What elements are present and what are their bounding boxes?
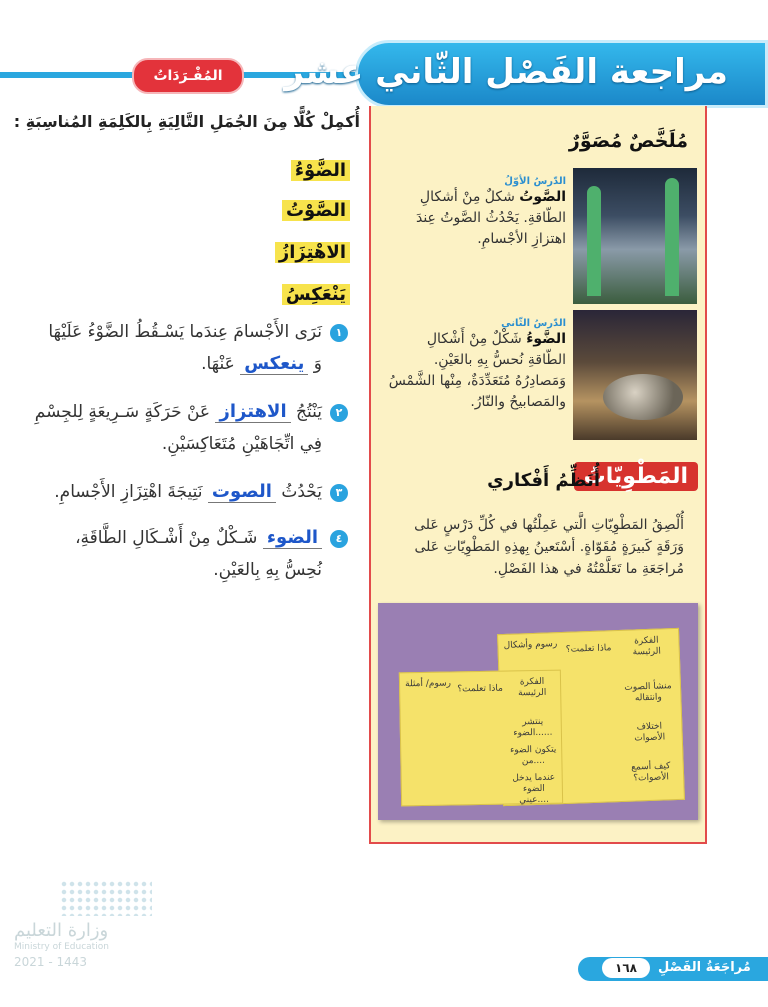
vocab-word-sound: الصَّوْتُ xyxy=(282,200,350,221)
foldable-header: ماذا تعلمت؟ xyxy=(565,643,612,655)
foldable-row: ينتشر الضوء...... xyxy=(513,716,553,739)
question-number: ٤ xyxy=(330,530,348,548)
illustrated-summary-title: مُلَخَّصٌ مُصَوَّرٌ xyxy=(568,130,688,152)
question-text: فِي اتِّجَاهَيْنِ مُتَعَاكِسَيْنِ. xyxy=(161,434,322,454)
foldable-header: الفكرة الرئيسة xyxy=(632,635,662,658)
question-text: يَنْتُجُ xyxy=(296,402,322,422)
question-1 xyxy=(22,316,322,380)
lesson-label: الدّرسُ الأوّلُ xyxy=(504,176,566,187)
vocab-word-reflects: يَنْعَكِسُ xyxy=(282,284,350,305)
foldable-row: اختلاف الأصوات xyxy=(634,721,666,744)
question-4 xyxy=(22,522,322,586)
question-text: عَنْهَا. xyxy=(201,354,235,374)
question-number: ٢ xyxy=(330,404,348,422)
ministry-year: 2021 - 1443 xyxy=(14,955,88,969)
question-text: نَتِيجَةَ اهْتِزَازِ الأَجْسامِ. xyxy=(54,482,203,502)
vocab-word-light: الضَّوْءُ xyxy=(291,160,350,181)
lesson-1-summary xyxy=(386,176,566,250)
question-number: ٣ xyxy=(330,484,348,502)
lesson-keyword: الضَّوءُ xyxy=(526,331,566,347)
lesson-label: الدّرسُ الثّاني xyxy=(501,318,566,329)
vocab-word-vibration: الاهْتِزَازُ xyxy=(275,242,350,263)
page-number: ١٦٨ xyxy=(602,958,650,978)
foldables-photo xyxy=(378,603,698,820)
answer-handwritten: الضوء xyxy=(263,527,322,549)
foldable-row: منشأ الصوت وانتقاله xyxy=(624,681,672,704)
question-text: يَحْدُثُ xyxy=(281,482,322,502)
question-text: نُحِسُّ بِهِ بِالعَيْنِ. xyxy=(213,560,322,580)
lesson-text xyxy=(386,329,566,413)
answer-handwritten: ينعكس xyxy=(240,353,308,375)
organize-ideas-title: أُنَظِّمُ أَفْكاري xyxy=(487,470,600,491)
foldable-header: رسوم/ أمثلة xyxy=(405,678,452,690)
question-text: وَ xyxy=(313,354,322,374)
ministry-name-ar: وزارة التعليم xyxy=(14,920,109,941)
foldables-instructions: أُلْصِقُ المَطْوِيّاتِ الَّتي عَمِلْتُها في كُلِّ دَرْسٍ عَلى وَرَقَةٍ كَبيرَةٍ مُقَوّاةٍ. أسْتَعينُ بِهذِهِ المَطْوِيّاتِ عَلى مُراجَعَةِ ما تَعَلَّمْتُهُ في هذا الفَصْلِ. xyxy=(414,517,684,577)
question-2 xyxy=(22,396,322,460)
foldables-badge: المَطْوِيّاتُ xyxy=(574,462,698,491)
lesson-keyword: الصَّوتُ xyxy=(519,189,566,205)
lesson-text xyxy=(386,187,566,250)
foldable-row: يتكون الضوء من.... xyxy=(510,744,557,767)
mirror-sculpture xyxy=(603,374,683,420)
foldable-front xyxy=(399,670,563,807)
foldable-row: كيف أسمع الأصوات؟ xyxy=(631,761,671,784)
lesson-body: شَكْلٌ مِنْ أَشْكالِ الطّاقةِ نُحسُّ بِهِ بالعَيْنِ. وَمَصادِرُهُ مُتَعَدِّدَةٌ، مِنْها الشَّمْسُ والمَصابيحُ والنّارُ. xyxy=(388,331,566,410)
lesson-body: شكلٌ مِنْ أشكالِ الطّاقةِ. يَحْدُثُ الصَّوتُ عِندَ اهتزازِ الأجْسامِ. xyxy=(415,189,566,247)
minaret-right xyxy=(665,178,679,296)
footer-label: مُراجَعَةُ الفَصْلِ xyxy=(658,960,751,975)
ministry-name-en: Ministry of Education xyxy=(14,942,109,952)
city-lights-photo xyxy=(573,310,697,440)
minaret-left xyxy=(587,186,601,296)
question-number: ١ xyxy=(330,324,348,342)
chapter-title: مراجعة الفَصْل الثّاني عشر xyxy=(284,52,728,92)
question-text: عَنْ حَرَكَةٍ سَـرِيعَةٍ لِلجِسْمِ xyxy=(34,402,211,422)
answer-handwritten: الصوت xyxy=(208,481,276,503)
answer-handwritten: الاهتزاز xyxy=(215,401,290,423)
question-text: شَـكْلٌ مِنْ أَشْـكَالِ الطَّاقَةِ، xyxy=(75,528,258,548)
vocabulary-instruction: أُكمِلْ كُلًّا مِنَ الجُمَلِ التَّالِيَةِ بِالكَلِمَةِ المُناسِبَةِ : xyxy=(13,112,360,131)
foldable-row: عندما يدخل الضوء عيني.... xyxy=(512,772,556,806)
mosque-photo xyxy=(573,168,697,304)
foldable-header: رسوم وأشكال xyxy=(503,639,558,652)
foldable-header: الفكرة الرئيسة xyxy=(517,676,547,699)
question-text: نَرَى الأَجْسامَ عِندَما يَسْـقُطُ الضَّوْءُ عَلَيْهَا xyxy=(48,322,322,342)
ministry-logo xyxy=(60,880,152,916)
vocabulary-tab: المُفْـرَدَاتُ xyxy=(132,58,244,94)
lesson-2-summary xyxy=(386,318,566,413)
question-3 xyxy=(22,476,322,508)
foldable-header: ماذا تعلمت؟ xyxy=(457,683,504,695)
